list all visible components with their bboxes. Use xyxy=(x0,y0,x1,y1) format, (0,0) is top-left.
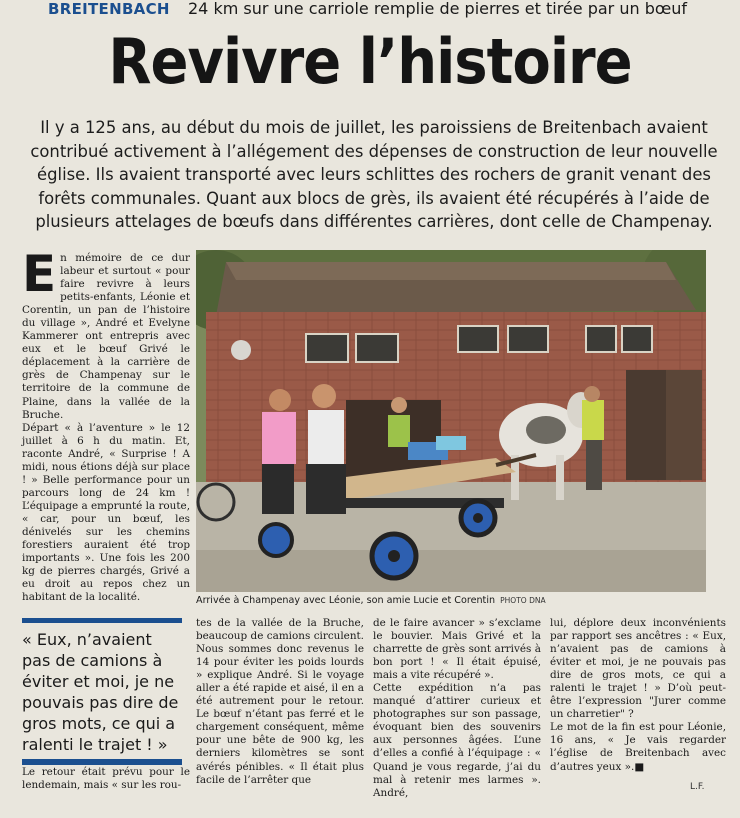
pull-quote xyxy=(22,618,182,765)
article-paragraph: Le retour était prévu pour le lendemain, mais « sur les rou- xyxy=(22,766,190,792)
lead-paragraph: Il y a 125 ans, au début du mois de juillet, les paroissiens de Breitenbach avaient contribué activement à l’allégement des dépenses de construction de leur nouvelle église. Ils avaient transporté avec leurs schlittes des rochers de granit venant des forêts communales. Quant aux blocs de grès, ils avaient été récupérés à l’aide de plusieurs attelages de bœufs dans différentes carrières, dont celle de Champenay. xyxy=(30,118,718,231)
article-paragraph-text: Le mot de la fin est pour Léonie, 16 ans, « Je vais regarder l’église de Breitenbach avec d’autres yeux ». xyxy=(550,721,726,773)
author-signature: L.F. xyxy=(690,782,705,792)
article-paragraph xyxy=(550,721,726,773)
photo-illustration xyxy=(196,250,706,592)
dropcap: E xyxy=(22,245,57,303)
headline-subtitle: 24 km sur une carriole remplie de pierres et tirée par un bœuf xyxy=(188,0,687,18)
pull-quote-text: « Eux, n’avaient pas de camions à éviter et moi, je ne pouvais pas dire de gros mots, ce qui a ralenti le trajet ! » xyxy=(22,630,179,754)
article-column-4 xyxy=(550,617,726,774)
headline: Revivre l’histoire xyxy=(108,26,632,99)
section-label: BREITENBACH xyxy=(48,0,170,18)
article-paragraph: Départ « à l’aventure » le 12 juillet à 6 h du matin. Et, raconte André, « Surprise ! A midi, nous étions déjà sur place ! » Belle performance pour un parcours long de 24 km ! L’équipage a emprunté la route, « car, pour un bœuf, les dénivelés sur les chemins forestiers auraient été trop importants ». Une fois les 200 kg de pierres chargés, Grivé a eu droit au repos chez un habitant de la localité. xyxy=(22,421,190,604)
article-paragraph: lui, déplore deux inconvénients par rapport ses ancêtres : « Eux, n’avaient pas de camions à éviter et moi, je ne pouvais pas dire de gros mots, ce qui a ralenti le trajet ! » D’où peut-être l’expression "Jurer comme un charretier" ? xyxy=(550,617,726,721)
article-column-2 xyxy=(196,617,364,787)
photo-credit: PHOTO DNA xyxy=(500,596,546,605)
article-column-1-continued xyxy=(22,766,190,792)
caption-text: Arrivée à Champenay avec Léonie, son amie Lucie et Corentin xyxy=(196,595,496,606)
article-paragraph: Cette expédition n’a pas manqué d’attirer curieux et photographes sur son passage, évoquant bien des souvenirs aux personnes âgées. L’une d’elles a confié à l’équipage : « Quand je vous regarde, j’ai du mal à retenir mes larmes ». André, xyxy=(373,682,541,799)
article-column-3 xyxy=(373,617,541,800)
article-paragraph: tes de la vallée de la Bruche, beaucoup de camions circulent. Nous sommes donc revenus le 14 pour éviter les poids lourds » explique André. Si le voyage aller a été rapide et aisé, il en a été autrement pour le retour. Le bœuf n’étant pas ferré et le chargement conséquent, même pour une bête de 900 kg, les derniers kilomètres se sont avérés pénibles. « Il était plus facile de l’arrêter que xyxy=(196,617,364,786)
article-paragraph: n mémoire de ce dur labeur et surtout « pour faire revivre à leurs petits-enfants, Léonie et Corentin, un pan de l’histoire du village », André et Evelyne Kammerer ont entrepris avec eux et le bœuf Grivé le déplacement à la carrière de grès de Champenay sur le territoire de la commune de Plaine, dans la vallée de la Bruche. xyxy=(22,252,190,421)
end-mark: ■ xyxy=(634,760,645,773)
article-paragraph: de le faire avancer » s’exclame le bouvier. Mais Grivé et la charrette de grès sont arrivés à bon port ! « Il était épuisé, mais a vite récupéré ». xyxy=(373,617,541,682)
photo-caption xyxy=(196,595,716,606)
header-strip xyxy=(0,0,740,22)
article-column-1 xyxy=(22,245,190,604)
article-photo xyxy=(196,250,706,592)
